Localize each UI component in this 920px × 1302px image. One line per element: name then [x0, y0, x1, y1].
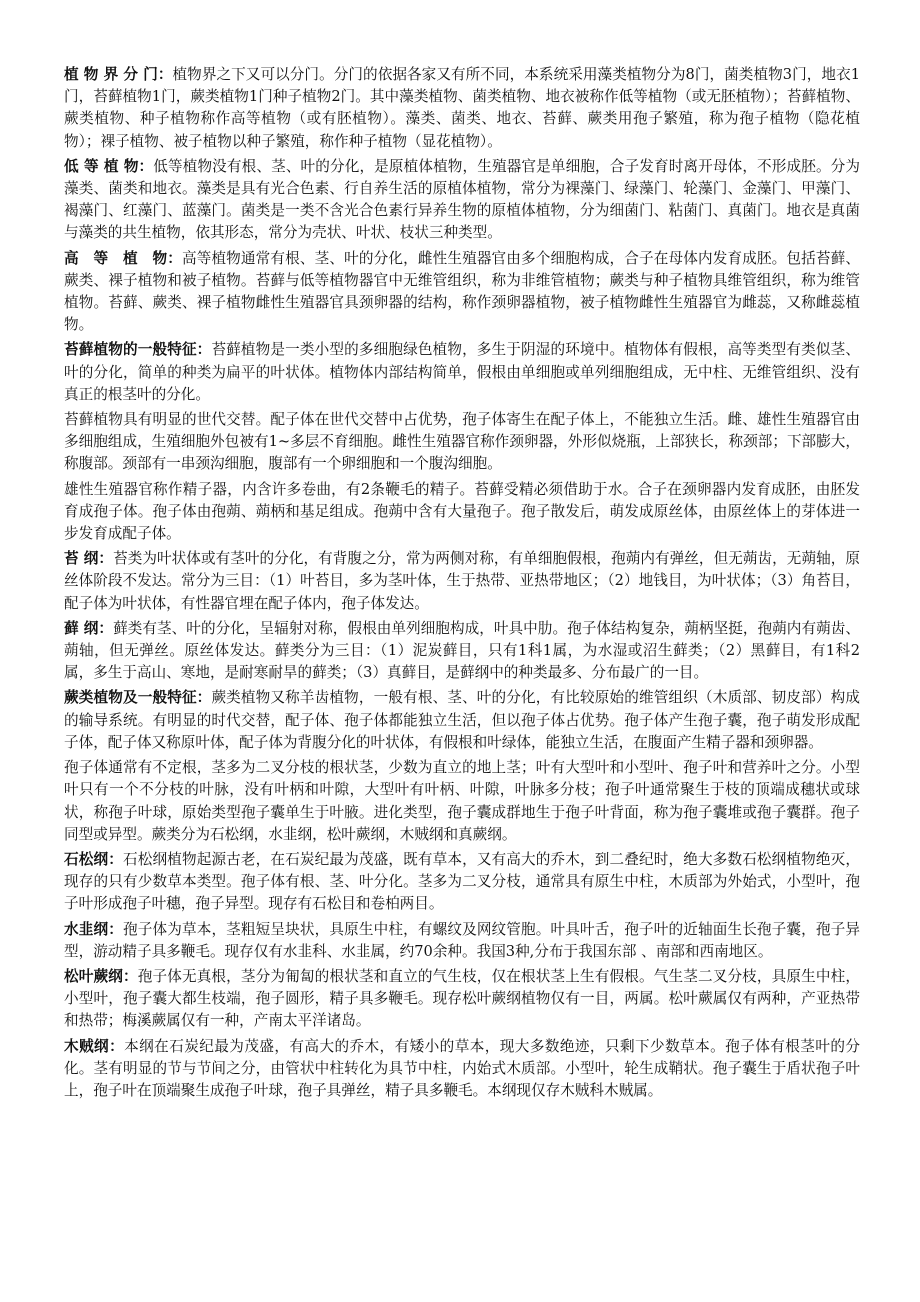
paragraph-text: 孢子体通常有不定根，茎多为二叉分枝的根状茎，少数为直立的地上茎；叶有大型叶和小型叶、孢子叶和营养叶之分。小型叶只有一个不分枝的叶脉，没有叶柄和叶隙，大型叶有叶柄、叶隙，叶脉多分枝；孢子叶通常聚生于枝的顶端成穗状或球状，称孢子叶球，原始类型孢子囊单生于叶腋。进化类型，孢子囊成群地生于孢子叶背面，称为孢子囊堆或孢子囊群。孢子同型或异型。蕨类分为石松纲，水韭纲，松叶蕨纲，木贼纲和真蕨纲。	[64, 759, 860, 843]
paragraph-sphenopsida	[64, 1036, 860, 1103]
term-label: 高 等 植 物：	[64, 249, 182, 267]
paragraph-text: 苔藓植物具有明显的世代交替。配子体在世代交替中占优势，孢子体寄生在配子体上，不能独立生活。雌、雄性生殖器官由多细胞组成，生殖细胞外包被有1~多层不育细胞。雌性生殖器官称作颈卵器，外形似烧瓶，上部狭长，称颈部；下部膨大，称腹部。颈部有一串颈沟细胞，腹部有一个卵细胞和一个腹沟细胞。	[64, 411, 860, 473]
paragraph-isoetopsida	[64, 919, 860, 963]
paragraph-bryophyte-antheridium	[64, 479, 860, 546]
term-label: 石松纲：	[64, 850, 123, 868]
term-label: 苔 纲：	[64, 550, 114, 568]
paragraph-text: 雄性生殖器官称作精子器，内含许多卷曲，有2条鞭毛的精子。苔藓受精必须借助于水。合子在颈卵器内发育成胚，由胚发育成孢子体。孢子体由孢蒴、蒴柄和基足组成。孢蒴中含有大量孢子。孢子散发后，萌发成原丝体，由原丝体上的芽体进一步发育成配子体。	[64, 480, 860, 543]
paragraph-text: 植物界之下又可以分门。分门的依据各家又有所不同，本系统采用藻类植物分为8门，菌类植物3门，地衣1门，苔藓植物1门，蕨类植物1门种子植物2门。其中藻类植物、菌类植物、地衣被称作低等植物（或无胚植物）；苔藓植物、蕨类植物、种子植物称作高等植物（或有胚植物）。藻类、菌类、地衣、苔藓、蕨类用孢子繁殖，称为孢子植物（隐花植物）；裸子植物、被子植物以种子繁殖，称作种子植物（显花植物）。	[64, 66, 861, 150]
paragraph-lycopsida	[64, 849, 860, 916]
paragraph-pteridophyte-features	[64, 687, 860, 754]
paragraph-bryophyte-generations	[64, 409, 860, 476]
paragraph-plant-kingdom-divisions	[64, 64, 860, 153]
paragraph-text: 低等植物没有根、茎、叶的分化，是原植体植物，生殖器官是单细胞，合子发育时离开母体，不形成胚。分为藻类、菌类和地衣。藻类是具有光合色素、行自养生活的原植体植物，常分为裸藻门、绿藻门、轮藻门、金藻门、甲藻门、褐藻门、红藻门、蓝藻门。菌类是一类不含光合色素行异养生物的原植体植物，分为细菌门、粘菌门、真菌门。地衣是真菌与藻类的共生植物，依其形态，常分为壳状、叶状、枝状三种类型。	[64, 157, 860, 242]
paragraph-text: 高等植物通常有根、茎、叶的分化，雌性生殖器官由多个细胞构成，合子在母体内发育成胚。包括苔藓、蕨类、裸子植物和被子植物。苔藓与低等植物器官中无维管组织，称为非维管植物；蕨类与种子植物具维管组织，称为维管植物。苔藓、蕨类、裸子植物雌性生殖器官具颈卵器的结构，称作颈卵器植物，被子植物雌性生殖器官为雌蕊，又称雌蕊植物。	[64, 249, 860, 334]
term-label: 植 物 界 分 门：	[64, 66, 173, 83]
term-label: 藓 纲：	[64, 619, 114, 637]
term-label: 水韭纲：	[64, 920, 123, 938]
term-label: 蕨类植物及一般特征：	[64, 689, 212, 707]
paragraph-sporophyte	[64, 757, 860, 846]
paragraph-text: 苔藓植物是一类小型的多细胞绿色植物，多生于阴湿的环境中。植物体有假根，高等类型有类似茎、叶的分化，简单的种类为扁平的叶状体。植物体内部结构简单，假根由单细胞或单列细胞组成，无中柱、无维管组织、没有真正的根茎叶的分化。	[64, 341, 860, 403]
paragraph-musci	[64, 618, 860, 685]
paragraph-text: 苔类为叶状体或有茎叶的分化，有背腹之分，常为两侧对称，有单细胞假根，孢蒴内有弹丝，但无蒴齿，无蒴轴，原丝体阶段不发达。常分为三目：（1）叶苔目，多为茎叶体，生于热带、亚热带地区；（2）地钱目，为叶状体；（3）角苔目，配子体为叶状体，有性器官埋在配子体内，孢子体发达。	[64, 550, 860, 612]
paragraph-text: 石松纲植物起源古老，在石炭纪最为茂盛，既有草本，又有高大的乔木，到二叠纪时，绝大多数石松纲植物绝灭，现存的只有少数草本类型。孢子体有根、茎、叶分化。茎多为二叉分枝，通常具有原生中柱，木质部为外始式，小型叶，孢子叶形成孢子叶穗，孢子异型。现存有石松目和卷柏两目。	[64, 850, 860, 913]
term-label: 松叶蕨纲：	[64, 967, 138, 985]
paragraph-lower-plants	[64, 156, 860, 245]
paragraph-hepaticae	[64, 548, 860, 615]
paragraph-psilotopsida	[64, 966, 860, 1033]
paragraph-higher-plants	[64, 248, 860, 337]
paragraph-bryophyte-features	[64, 339, 860, 406]
paragraph-text: 藓类有茎、叶的分化，呈辐射对称，假根由单列细胞构成，叶具中肋。孢子体结构复杂，蒴柄坚挺，孢蒴内有蒴齿、蒴轴，但无弹丝。原丝体发达。藓类分为三目：（1）泥炭藓目，只有1科1属，为水湿或沼生藓类；（2）黑藓目，有1科2属，多生于高山、寒地，是耐寒耐旱的藓类；（3）真藓目，是藓纲中的种类最多、分布最广的一目。	[64, 619, 860, 682]
paragraph-text: 蕨类植物又称羊齿植物，一般有根、茎、叶的分化，有比较原始的维管组织（木质部、韧皮部）构成的输导系统。有明显的时代交替，配子体、孢子体都能独立生活，但以孢子体占优势。孢子体产生孢子囊，孢子萌发形成配子体，配子体又称原叶体，配子体为背腹分化的叶状体，有假根和叶绿体，能独立生活，在腹面产生精子器和颈卵器。	[64, 689, 860, 751]
term-label: 苔藓植物的一般特征：	[64, 341, 212, 359]
paragraph-text: 孢子体为草本，茎粗短呈块状，具原生中柱，有螺纹及网纹管胞。叶具叶舌，孢子叶的近轴面生长孢子囊，孢子异型，游动精子具多鞭毛。现存仅有水韭科、水韭属，约70余种。我国3种,分布于我国东部 、南部和西南地区。	[64, 920, 860, 960]
paragraph-text: 孢子体无真根，茎分为匍匐的根状茎和直立的气生枝，仅在根状茎上生有假根。气生茎二叉分枝，具原生中柱，小型叶，孢子囊大都生枝端，孢子圆形，精子具多鞭毛。现存松叶蕨纲植物仅有一目，两属。松叶蕨属仅有两种，产亚热带和热带；梅溪蕨属仅有一种，产南太平洋诸岛。	[64, 967, 860, 1030]
paragraph-text: 本纲在石炭纪最为茂盛，有高大的乔木，有矮小的草本，现大多数绝迹，只剩下少数草本。孢子体有根茎叶的分化。茎有明显的节与节间之分，由管状中柱转化为具节中柱，内始式木质部。小型叶，轮生成鞘状。孢子囊生于盾状孢子叶上，孢子叶在顶端聚生成孢子叶球，孢子具弹丝，精子具多鞭毛。本纲现仅存木贼科木贼属。	[64, 1037, 860, 1099]
term-label: 木贼纲：	[64, 1037, 125, 1055]
term-label: 低 等 植 物：	[64, 157, 154, 175]
